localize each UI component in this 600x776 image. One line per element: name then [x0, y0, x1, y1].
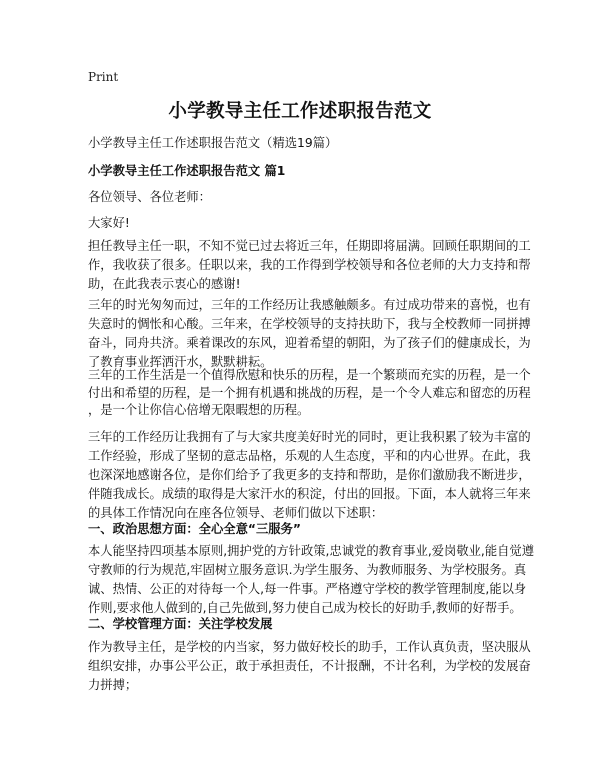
paragraph-line: 也深深地感谢各位，是你们给予了我更多的支持和帮助，是你们激励我不断进步， [88, 468, 531, 482]
print-link[interactable]: Print [88, 70, 119, 84]
heading-political: 一、政治思想方面：全心全意“三服务” [88, 522, 301, 536]
paragraph [88, 542, 535, 618]
paragraph-line: 本人能坚持四项基本原则,拥护党的方针政策,忠诚党的教育事业,爱岗敬业,能自觉遵 [88, 544, 535, 558]
paragraph [88, 367, 531, 420]
paragraph-line: 三年的工作生活是一个值得欣慰和快乐的历程，是一个繁琐而充实的历程，是一个 [88, 368, 531, 382]
section-title: 小学教导主任工作述职报告范文 篇1 [88, 164, 286, 178]
paragraph [88, 237, 531, 294]
paragraph-line: ，是一个让你信心倍增无限暇想的历程。 [88, 403, 310, 417]
paragraph-line: 付出和希望的历程，是一个拥有机遇和挑战的历程，是一个令人难忘和留恋的历程 [88, 385, 531, 400]
paragraph-line: 作则,要求他人做到的,自己先做到,努力使自己成为校长的好助手,教师的好帮手。 [88, 601, 522, 615]
paragraph-line: 作为教导主任，是学校的内当家，努力做好校长的助手，工作认真负责，坚决服从 [88, 640, 531, 654]
paragraph-line: 的具体工作情况向在座各位领导、老师们做以下述职： [88, 506, 384, 520]
paragraph-line: 工作经验，形成了坚韧的意志品格，乐观的人生态度，平和的内心世界。在此，我 [88, 449, 531, 463]
paragraph-line: 作，我收获了很多。任职以来，我的工作得到学校领导和各位老师的大力支持和帮 [88, 258, 531, 272]
paragraph-line: 了教育事业挥洒汗水，默默耕耘。 [88, 355, 273, 369]
document-subtitle: 小学教导主任工作述职报告范文（精选19篇） [88, 136, 338, 150]
paragraph [88, 428, 531, 523]
paragraph-line: 诚、热情、公正的对待每一个人,每一件事。严格遵守学校的教学管理制度,能以身 [88, 582, 527, 596]
paragraph-line: 担任教导主任一职，不知不觉已过去将近三年，任期即将届满。回顾任职期间的工 [88, 239, 531, 253]
paragraph [88, 296, 531, 372]
paragraph-line: 伴随我成长。成绩的取得是大家汗水的积淀，付出的回报。下面，本人就将三年来 [88, 487, 531, 501]
paragraph-line: 失意时的惆怅和心酸。三年来，在学校领导的支持扶助下，我与全校教师一同拼搏 [88, 317, 531, 331]
paragraph-line: 助，在此我表示衷心的感谢! [88, 277, 241, 291]
paragraph-line: 三年的时光匆匆而过，三年的工作经历让我感触颇多。有过成功带来的喜悦，也有 [88, 298, 531, 312]
paragraph-line: 组织安排，办事公平公正，敢于承担责任，不计报酬，不计名利，为学校的发展奋 [88, 659, 531, 673]
paragraph-line: 奋斗，同舟共济。乘着课改的东风，迎着希望的朝阳，为了孩子们的健康成长，为 [88, 336, 531, 350]
greeting: 大家好! [88, 216, 130, 230]
paragraph-line: 三年的工作经历让我拥有了与大家共度美好时光的同时，更让我积累了较为丰富的 [88, 430, 531, 444]
paragraph [88, 638, 531, 695]
heading-management: 二、学校管理方面：关注学校发展 [88, 617, 273, 631]
paragraph-line: 守教师的行为规范,牢固树立服务意识.为学生服务、为教师服务、为学校服务。真 [88, 563, 527, 577]
page-title: 小学教导主任工作述职报告范文 [168, 101, 432, 122]
paragraph-line: 力拼搏； [88, 678, 138, 692]
salutation: 各位领导、各位老师： [88, 190, 211, 204]
